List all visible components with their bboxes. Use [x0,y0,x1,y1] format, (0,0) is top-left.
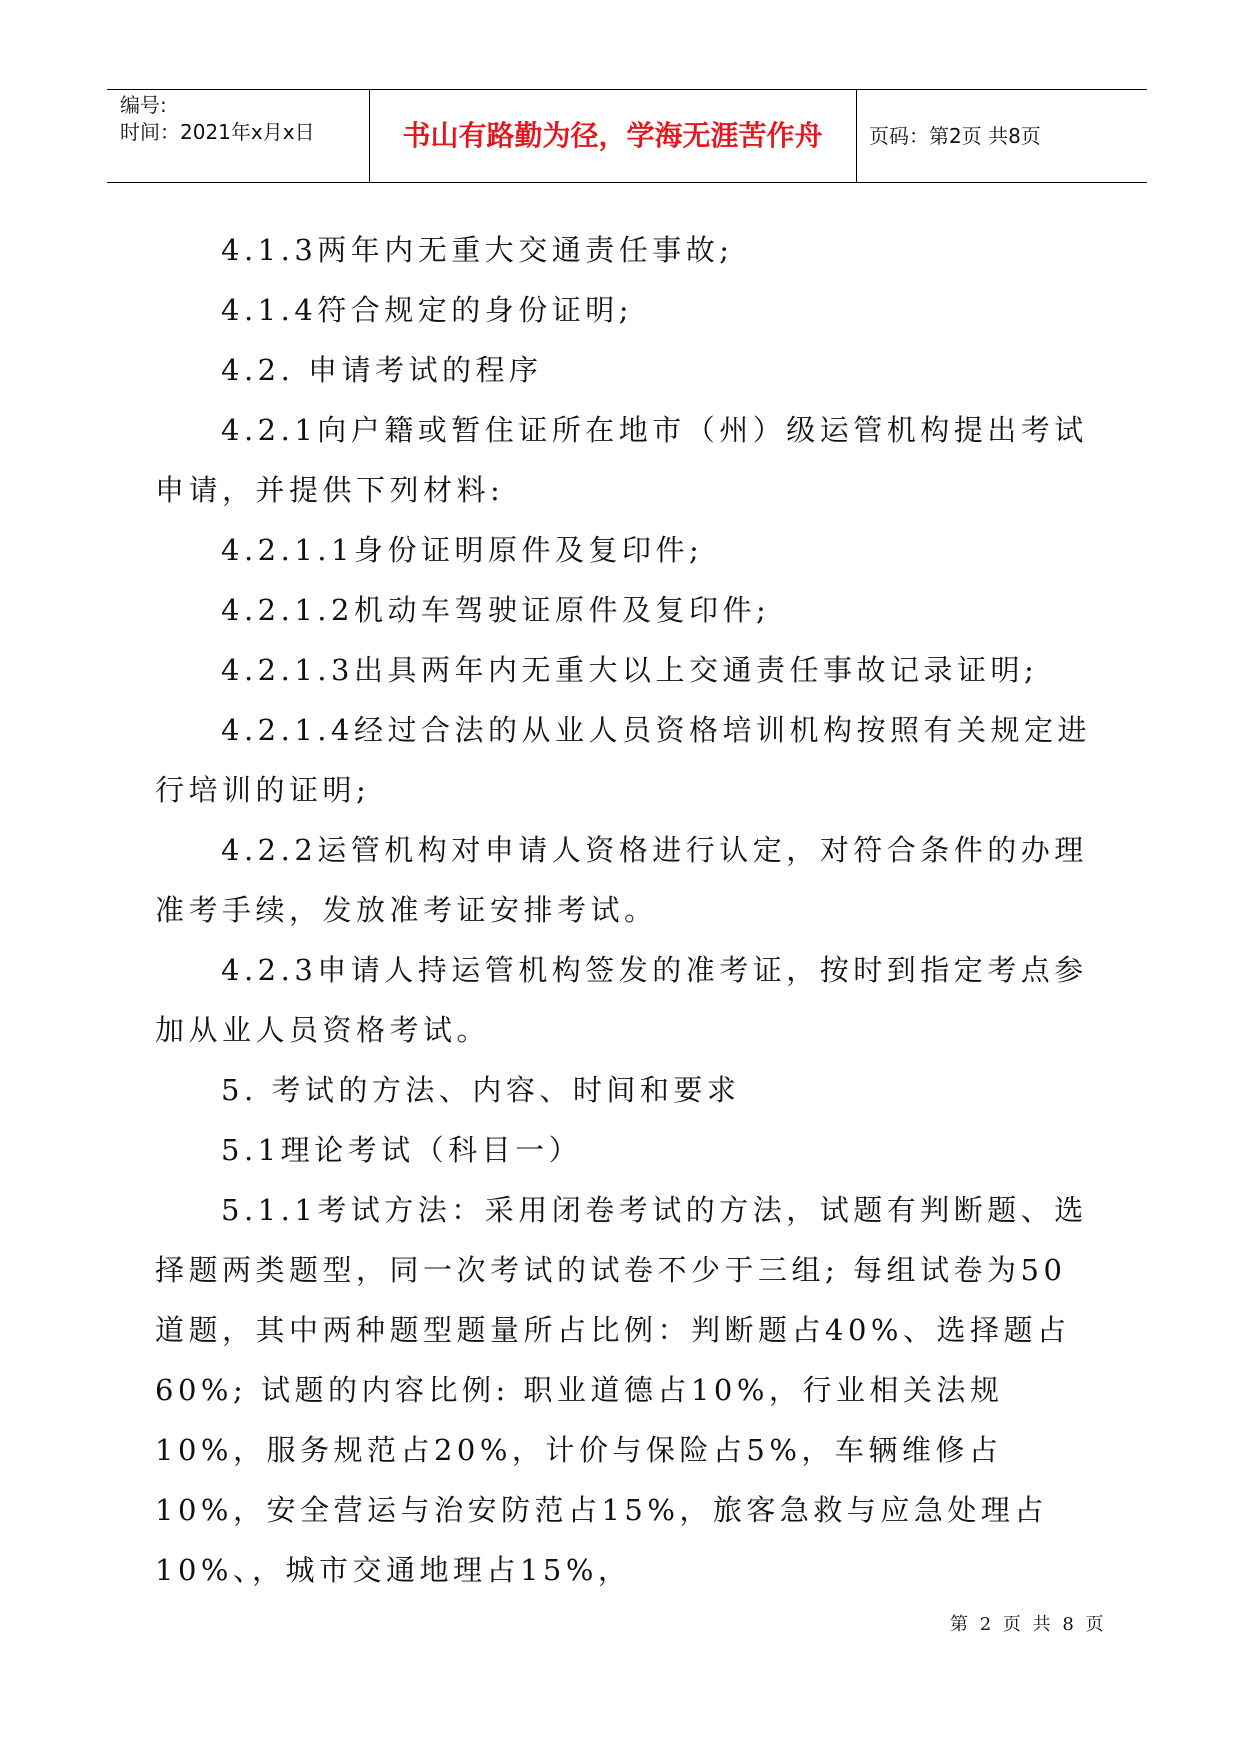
paragraph: 4.2.3申请人持运管机构签发的准考证，按时到指定考点参加从业人员资格考试。 [155,953,1088,1047]
paragraph: 5.1理论考试（科目一） [221,1133,583,1167]
paragraph: 4.2.1.4经过合法的从业人员资格培训机构按照有关规定进行培训的证明; [155,713,1091,807]
paragraph: 4.2.1.1身份证明原件及复印件; [221,533,704,567]
paragraph: 4.2.2运管机构对申请人资格进行认定，对符合条件的办理准考手续，发放准考证安排考试。 [155,833,1088,927]
header-page-cell [856,90,1147,182]
header-motto: 书山有路勤为径，学海无涯苦作舟 [402,119,823,152]
paragraph: 4.2.1.2机动车驾驶证原件及复印件; [221,593,771,627]
document-time-label: 时间：2021年x月x日 [120,120,315,144]
paragraph: 4.2. 申请考试的程序 [221,353,543,387]
header-motto-cell [369,90,857,182]
page-header [107,89,1147,183]
paragraph: 4.1.4符合规定的身份证明; [221,293,634,327]
paragraph: 5.1.1考试方法：采用闭卷考试的方法，试题有判断题、选择题两类题型，同一次考试的试卷不少于三组; 每组试卷为50道题，其中两种题型题量所占比例：判断题占40%、选择题占60%; 试题的内容比例: 职业道德占10%，行业相关法规10%，服务规范占20%，计价与保险占5%，车辆维修占10%，安全营运与治安防范占15%，旅客急救与应急处理占10%、，城市交通地理占15%， [155,1193,1088,1587]
document-number-label: 编号: [120,93,167,117]
paragraph: 5. 考试的方法、内容、时间和要求 [221,1073,741,1107]
paragraph: 4.2.1向户籍或暂住证所在地市（州）级运管机构提出考试申请，并提供下列材料: [155,413,1088,507]
paragraph: 4.2.1.3出具两年内无重大以上交通责任事故记录证明; [221,653,1039,687]
paragraph: 4.1.3两年内无重大交通责任事故; [221,233,734,267]
header-meta-cell [107,90,370,182]
page-footer-number: 第 2 页 共 8 页 [950,1614,1107,1635]
document-body [155,220,1095,1600]
header-page-code: 页码：第2页 共8页 [869,124,1041,148]
